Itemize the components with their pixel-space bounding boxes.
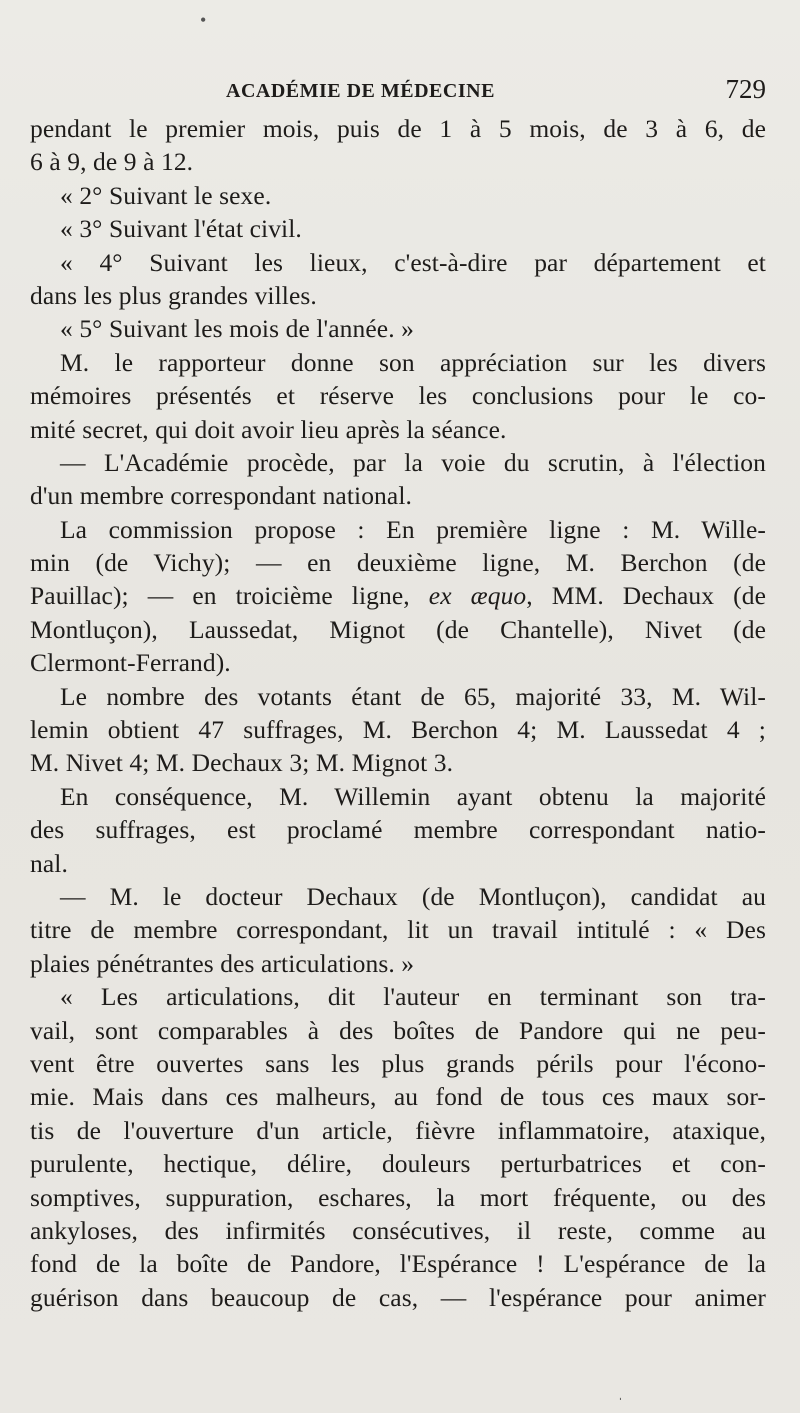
text-line: « Les articulations, dit l'auteur en terminant son tra- — [60, 982, 766, 1012]
text-line: ankyloses, des infirmités consécutives, il reste, comme au — [30, 1215, 766, 1245]
ink-dot: • — [200, 10, 207, 30]
text-line: « 5° Suivant les mois de l'année. » — [60, 314, 414, 344]
text-line: « 4° Suivant les lieux, c'est-à-dire par département et — [60, 247, 766, 277]
text-line: La commission propose : En première ligne : M. Wille- — [60, 514, 766, 544]
text-line: min (de Vichy); — en deuxième ligne, M. Berchon (de — [30, 548, 766, 578]
text-line: d'un membre correspondant national. — [30, 481, 412, 511]
page-number: 729 — [725, 74, 766, 104]
text-line: M. le rapporteur donne son appréciation sur les divers — [60, 347, 766, 377]
text-line: pendant le premier mois, puis de 1 à 5 mois, de 3 à 6, de — [30, 114, 766, 143]
text-line: guérison dans beaucoup de cas, — l'espérance pour animer — [30, 1282, 766, 1312]
text-line: purulente, hectique, délire, douleurs perturbatrices et con- — [30, 1149, 766, 1179]
ink-mark: ˌ — [618, 1386, 623, 1401]
text-line: des suffrages, est proclamé membre correspondant natio- — [30, 815, 766, 845]
text-line: « 3° Suivant l'état civil. — [60, 214, 302, 244]
text-line: 6 à 9, de 9 à 12. — [30, 147, 194, 177]
body-text — [30, 112, 766, 1314]
running-header — [30, 76, 766, 110]
text-line: nal. — [30, 848, 68, 878]
text-line: — L'Académie procède, par la voie du scrutin, à l'élection — [60, 447, 766, 477]
text-line: — M. le docteur Dechaux (de Montluçon), candidat au — [60, 881, 766, 911]
text-line: dans les plus grandes villes. — [30, 280, 317, 310]
text-line: plaies pénétrantes des articulations. » — [30, 948, 415, 978]
text-line: vail, sont comparables à des boîtes de Pandore qui ne peu- — [30, 1015, 766, 1045]
text-line: lemin obtient 47 suffrages, M. Berchon 4; M. Laussedat 4 ; — [30, 715, 766, 745]
text-line: tis de l'ouverture d'un article, fièvre inflammatoire, ataxique, — [30, 1115, 766, 1145]
text-line: mémoires présentés et réserve les conclusions pour le co- — [30, 381, 766, 411]
text-line: En conséquence, M. Willemin ayant obtenu la majorité — [60, 781, 766, 811]
text-line: fond de la boîte de Pandore, l'Espérance ! L'espérance de la — [30, 1249, 766, 1279]
text-line: M. Nivet 4; M. Dechaux 3; M. Mignot 3. — [30, 748, 454, 778]
text-line: mité secret, qui doit avoir lieu après la séance. — [30, 414, 507, 444]
running-title: ACADÉMIE DE MÉDECINE — [226, 80, 495, 102]
text-line: titre de membre correspondant, lit un travail intitulé : « Des — [30, 915, 766, 945]
text-line: mie. Mais dans ces malheurs, au fond de tous ces maux sor- — [30, 1082, 766, 1112]
text-line: Montluçon), Laussedat, Mignot (de Chantelle), Nivet (de — [30, 614, 766, 644]
text-line: Clermont-Ferrand). — [30, 648, 231, 678]
text-line: vent être ouvertes sans les plus grands périls pour l'écono- — [30, 1048, 766, 1078]
text-line: Le nombre des votants étant de 65, majorité 33, M. Wil- — [60, 681, 766, 711]
latin-phrase: ex æquo — [428, 581, 527, 611]
text-line: Pauillac); — en troicième ligne, ex æquo, MM. Dechaux (de — [30, 581, 766, 611]
text-line: somptives, suppuration, eschares, la mort fréquente, ou des — [30, 1182, 766, 1212]
text-line: « 2° Suivant le sexe. — [60, 180, 272, 210]
